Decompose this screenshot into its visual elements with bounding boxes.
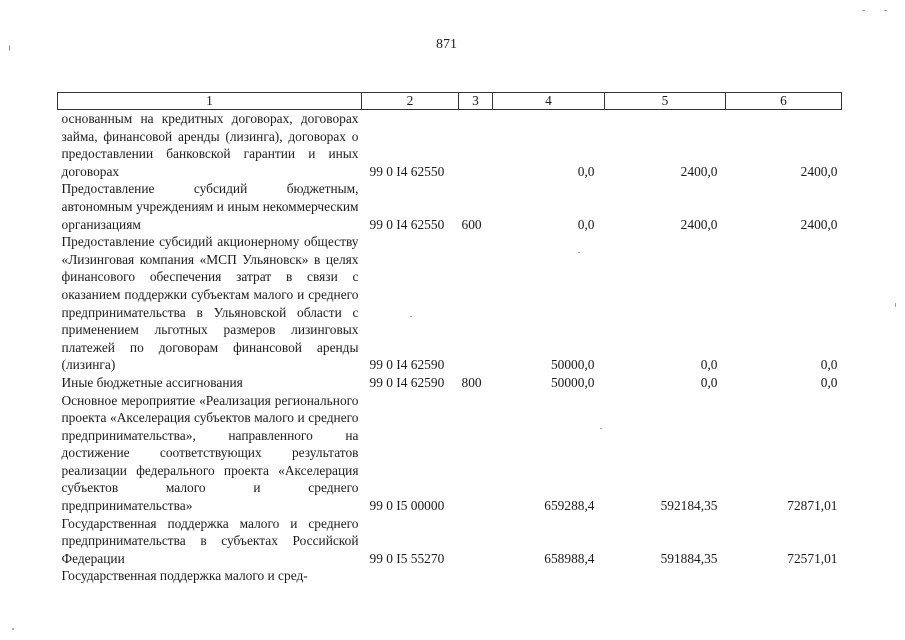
row-value-2: 0,0 [700,374,718,390]
row-value-1: 659288,4 [544,498,595,514]
scan-speckle [884,10,887,11]
row-value-1: 50000,0 [550,374,595,390]
row-name: Государственная поддержка малого и среднего предпринимательства в субъектах Российской Федерации [61,515,359,566]
row-code: 99 0 I4 62550 [369,163,445,179]
row-value-2 [605,567,726,585]
row-expense-type: 800 [461,374,482,390]
row-name: Предоставление субсидий акционерному обществу «Лизинговая компания «МСП Ульяновск» в целях финансового обеспечения затрат в связи с оказанием поддержки субъектам малого и среднего предпринимательства в Ульяновской области с применением льготных размеров лизинговых платежей по договорам финансовой аренды (лизинга) [61,234,359,373]
table-header [58,93,842,110]
row-value-2: 592184,35 [660,498,718,514]
scan-speckle [895,303,896,307]
table-row [58,567,842,585]
row-expense-type: 600 [461,216,482,232]
row-value-2: 2400,0 [680,216,718,232]
row-value-3: 72571,01 [787,550,838,566]
scan-speckle [600,428,602,429]
table-row [58,515,842,568]
row-name: основанным на кредитных договорах, договорах займа, финансовой аренды (лизинга), договорах о предоставлении банковской гарантии и иных договорах [61,111,359,179]
scan-speckle [12,628,14,630]
row-code: 99 0 I5 00000 [369,498,445,514]
row-value-1: 50000,0 [550,357,595,373]
table-row [58,374,842,392]
table-row [58,392,842,515]
row-value-2: 0,0 [700,357,718,373]
row-code: 99 0 I5 55270 [369,550,445,566]
row-value-3: 0,0 [820,374,838,390]
scan-speckle [578,252,580,253]
row-name: Основное мероприятие «Реализация регионального проекта «Акселерация субъектов малого и среднего предпринимательства», направленного на достижение соответствующих результатов реализации федерального проекта «Акселерация субъектов малого и среднего предпринимательства» [61,392,359,514]
row-code: 99 0 I4 62550 [369,216,445,232]
header-col-4: 4 [493,93,605,110]
header-col-1: 1 [58,93,362,110]
row-value-3: 2400,0 [800,163,838,179]
scan-speckle [9,45,10,51]
row-value-1: 658988,4 [544,550,595,566]
header-row [58,93,842,110]
row-code: 99 0 I4 62590 [369,374,445,390]
table-row [58,233,842,374]
row-value-1: 0,0 [577,216,595,232]
row-name: Государственная поддержка малого и сред- [61,568,308,584]
table-row [58,180,842,233]
header-col-6: 6 [726,93,842,110]
row-value-1 [493,567,605,585]
page-number: 871 [436,37,457,52]
row-code: 99 0 I4 62590 [369,357,445,373]
row-value-3: 0,0 [820,357,838,373]
header-col-3: 3 [459,93,493,110]
row-expense-type [459,233,493,374]
scan-speckle [862,10,865,11]
row-expense-type [459,567,493,585]
header-col-5: 5 [605,93,726,110]
row-expense-type [459,392,493,515]
row-expense-type [459,110,493,181]
row-value-3: 2400,0 [800,216,838,232]
scan-speckle [410,316,412,317]
row-value-2: 591884,35 [660,550,718,566]
row-name: Иные бюджетные ассигнования [61,374,243,390]
row-expense-type [459,515,493,568]
table-body [58,110,842,586]
row-value-3 [726,567,842,585]
row-value-3: 72871,01 [787,498,838,514]
row-code [362,567,459,585]
table-row [58,110,842,181]
row-value-2: 2400,0 [680,163,718,179]
budget-table [57,92,842,585]
row-value-1: 0,0 [577,163,595,179]
header-col-2: 2 [362,93,459,110]
row-name: Предоставление субсидий бюджетным, автономным учреждениям и иным некоммерческим организациям [61,181,359,232]
